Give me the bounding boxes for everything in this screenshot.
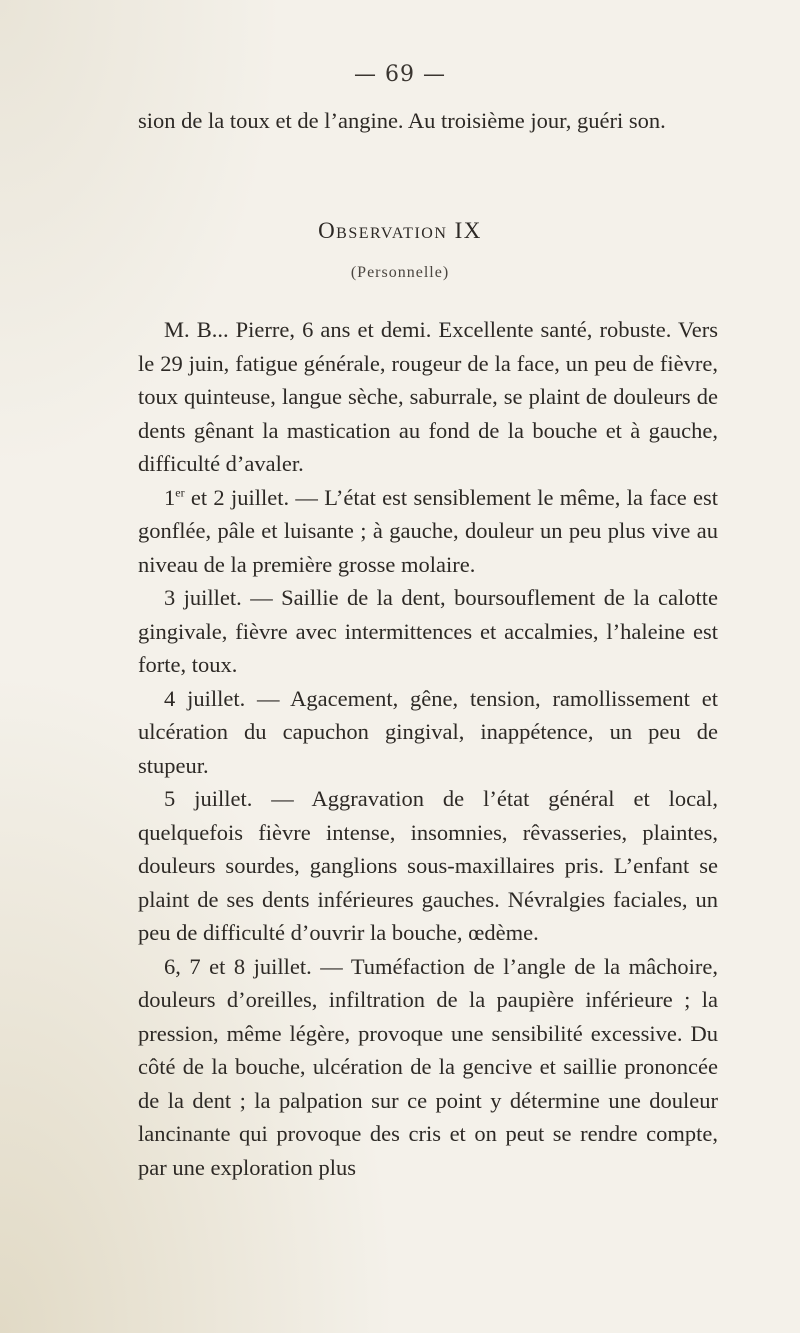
date-prefix: 1 [164, 484, 176, 510]
observation-body [138, 313, 718, 1184]
paragraph [138, 481, 718, 582]
paragraph: 3 juillet. — Saillie de la dent, boursouflement de la calotte gingivale, fièvre avec intermittences et accalmies, l’haleine est forte, toux. [138, 585, 718, 677]
paragraph: 5 juillet. — Aggravation de l’état général et local, quelquefois fièvre intense, insomnies, rêvasseries, plaintes, douleurs sourdes, ganglions sous-maxillaires pris. L’enfant se plaint de ses dents inférieures gauches. Névralgies faciales, un peu de difficulté d’ouvrir la bouche, œdème. [138, 786, 718, 945]
observation-heading: Observation IX [318, 218, 482, 243]
ordinal-superscript: er [175, 485, 185, 499]
paragraph-text: et 2 juillet. — L’état est sensiblement le même, la face est gonflée, pâle et luisante ; à gauche, douleur un peu plus vive au niveau de la première grosse molaire. [138, 484, 719, 577]
page-number: — 69 — [354, 62, 446, 87]
intro-text: sion de la toux et de l’angine. Au troisième jour, guéri son. [138, 108, 666, 133]
observation-subheading: (Personnelle) [350, 264, 450, 281]
paragraph: M. B... Pierre, 6 ans et demi. Excellente santé, robuste. Vers le 29 juin, fatigue générale, rougeur de la face, un peu de fièvre, toux quinteuse, langue sèche, saburrale, se plaint de douleurs de dents gênant la mastication au fond de la bouche et à gauche, difficulté d’avaler. [138, 317, 718, 476]
paragraph: 4 juillet. — Agacement, gêne, tension, ramollissement et ulcération du capuchon gingival, inappétence, un peu de stupeur. [138, 685, 718, 778]
paragraph: 6, 7 et 8 juillet. — Tuméfaction de l’angle de la mâchoire, douleurs d’oreilles, infiltration de la paupière inférieure ; la pression, même légère, provoque une sensibilité excessive. Du côté de la bouche, ulcération de la gencive et saillie prononcée de la dent ; la palpation sur ce point y détermine une douleur lancinante qui provoque des cris et on peut se rendre compte, par une exploration plus [138, 953, 718, 1180]
